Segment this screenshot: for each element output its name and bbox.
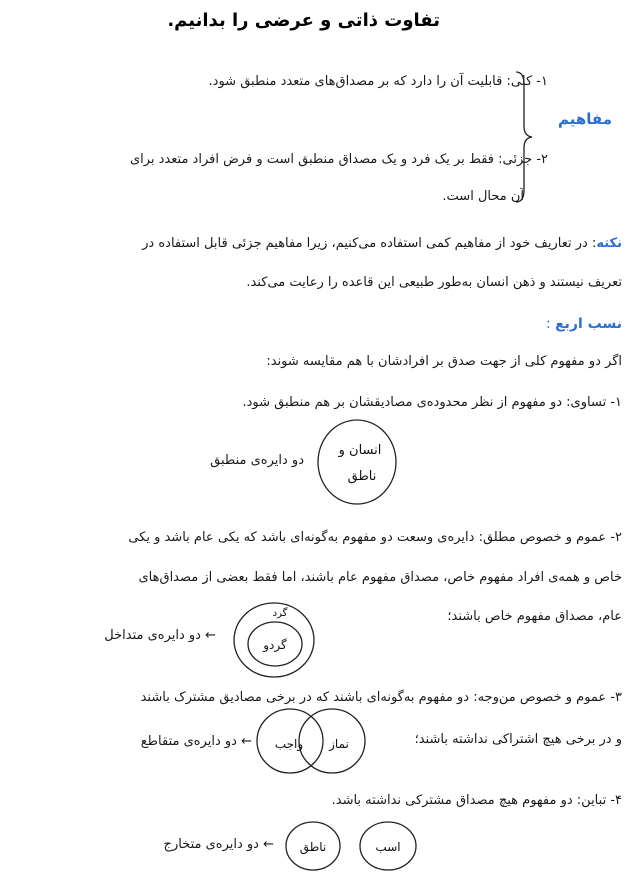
nested-circles-diagram [230, 600, 320, 680]
absolute-line3: عام، مصداق مفهوم خاص باشند؛ [447, 609, 622, 624]
distinct-text: ۴- تباین: دو مفهوم هیچ مصداق مشترکی نداشته باشد. [331, 793, 622, 808]
absolute-caption: ← دو دایره‌ی متداخل [104, 628, 216, 643]
distinct-caption: ← دو دایره‌ی متخارج [163, 837, 274, 852]
relations-heading: نسب اربع [555, 316, 622, 332]
relations-heading-row [546, 316, 622, 332]
note-text: : در تعاریف خود از مفاهیم کمی استفاده می‌کنیم، زیرا مفاهیم جزئی قابل استفاده در [142, 236, 597, 251]
coincident-circle [318, 420, 396, 504]
particular-definition-line2: آن محال است. [442, 189, 524, 204]
note-line2: تعریف نیستند و ذهن انسان به‌طور طبیعی این قاعده را رعایت می‌کند. [246, 275, 622, 290]
absolute-line1: ۲- عموم و خصوص مطلق: دایره‌ی وسعت دو مفهوم به‌گونه‌ای باشد که یکی عام باشد و یکی [128, 530, 622, 545]
equality-diagram-line2: ناطق [347, 469, 377, 484]
right-disjoint-label: اسب [375, 840, 401, 854]
equality-diagram-line1: انسان و [338, 443, 382, 458]
page-title: تفاوت ذاتی و عرضی را بدانیم. [167, 10, 440, 31]
partial-line2: و در برخی هیچ اشتراکی نداشته باشند؛ [414, 732, 622, 747]
left-circle-label: واجب [274, 737, 304, 751]
partial-caption: ← دو دایره‌ی متقاطع [140, 734, 252, 749]
curly-brace [510, 70, 536, 204]
intersecting-circles-diagram [254, 705, 368, 777]
equality-caption: دو دایره‌ی منطبق [210, 453, 304, 468]
left-disjoint-label: ناطق [299, 840, 327, 854]
relations-intro: اگر دو مفهوم کلی از جهت صدق بر افرادشان با هم مقایسه شوند: [266, 354, 622, 369]
universal-definition: ۱- کلی: قابلیت آن را دارد که بر مصداق‌های متعدد منطبق شود. [208, 74, 548, 89]
outer-circle-label: گرد [272, 608, 288, 619]
note-label: نکته [596, 236, 622, 251]
coincident-circles-diagram [316, 418, 398, 506]
disjoint-circles-diagram [284, 820, 418, 872]
relations-heading-colon: : [545, 316, 551, 332]
concepts-label: مفاهیم [557, 110, 612, 128]
note-line1 [142, 234, 622, 254]
particular-definition-line1: ۲- جزئی: فقط بر یک فرد و یک مصداق منطبق است و فرض افراد متعدد برای [129, 152, 548, 167]
right-circle-label: نماز [329, 737, 349, 751]
partial-line1: ۳- عموم و خصوص من‌وجه: دو مفهوم به‌گونه‌ای باشند که در برخی مصادیق مشترک باشند [140, 690, 622, 705]
inner-circle-label: گردو [263, 638, 287, 652]
absolute-line2: خاص و همه‌ی افراد مفهوم خاص، مصداق مفهوم عام باشند، اما فقط بعضی از مصداق‌های [138, 570, 622, 585]
equality-text: ۱- تساوی: دو مفهوم از نظر محدوده‌ی مصادیقشان بر هم منطبق شود. [242, 395, 622, 410]
